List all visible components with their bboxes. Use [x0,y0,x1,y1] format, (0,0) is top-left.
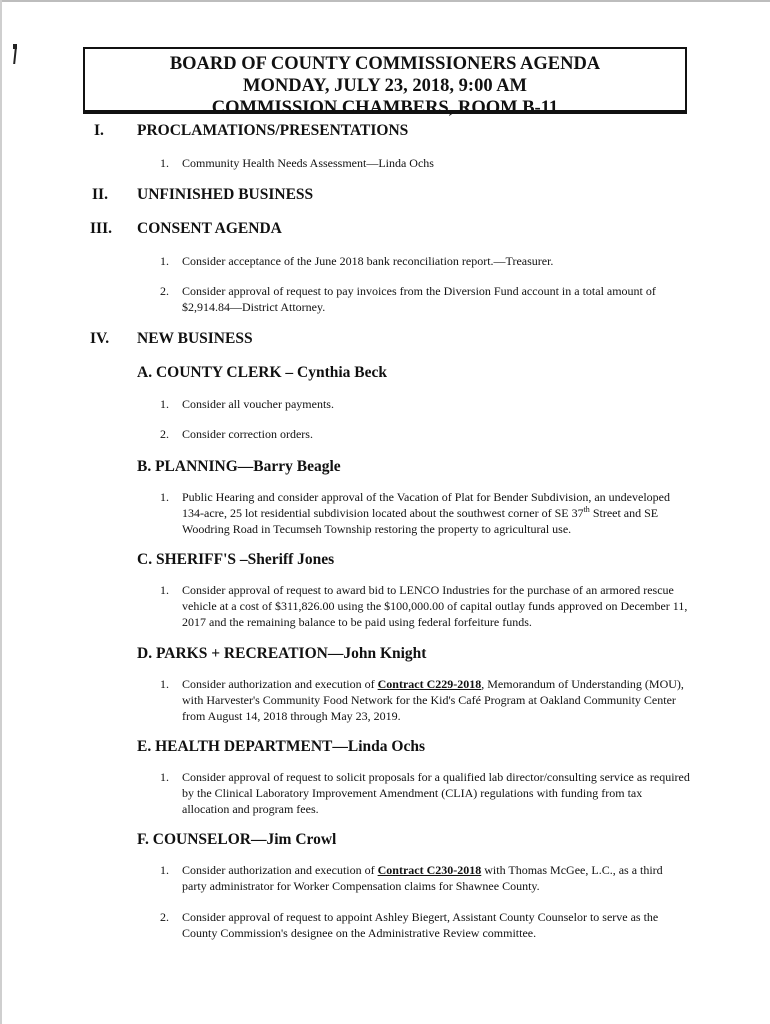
header-location: COMMISSION CHAMBERS, ROOM B-11 [211,98,559,118]
header-title: BOARD OF COUNTY COMMISSIONERS AGENDA [169,54,601,74]
item-number: 1. [160,770,169,784]
list-item [160,676,690,724]
subsection-county-clerk: A. COUNTY CLERK – Cynthia Beck [137,364,388,381]
subsection-planning: B. PLANNING—Barry Beagle [137,458,341,475]
subsection-parks-recreation: D. PARKS + RECREATION—John Knight [137,645,427,662]
section-number: IV. [90,330,110,347]
list-item [160,489,690,537]
item-number: 1. [160,254,169,268]
item-number: 2. [160,284,169,298]
header-date: MONDAY, JULY 23, 2018, 9:00 AM [242,76,528,96]
item-text: Community Health Needs Assessment—Linda Ochs [182,156,434,170]
item-text: Consider approval of request to award bid to LENCO Industries for the purchase of an armored rescue vehicle at a cost of $311,826.00 using the $100,000.00 of capital outlay funds approved on December 11, 2017 and the remaining balance to be paid using federal forfeiture funds. [182,583,688,629]
section-number: I. [94,122,104,139]
item-number: 1. [160,863,169,877]
section-title: NEW BUSINESS [137,330,253,347]
list-item [160,582,690,630]
list-item [160,253,690,269]
item-text-part: , Memorandum of Understanding (MOU), with Harvester's Community Food Network for the Kid's Café Program at Oakland Community Center from August 14, 2018 through May 23, 2019. [182,677,684,723]
item-text: Consider approval of request to pay invoices from the Diversion Fund account in a total amount of $2,914.84—District Attorney. [182,284,656,314]
item-text: Consider all voucher payments. [182,397,334,411]
list-item [160,909,690,941]
item-text: Consider approval of request to appoint Ashley Biegert, Assistant County Counselor to serve as the County Commission's designee on the Administrative Review committee. [182,910,659,940]
item-number: 1. [160,490,169,504]
item-number: 1. [160,397,169,411]
list-item [160,862,690,894]
scan-mark-icon [13,44,17,64]
subsection-sheriff: C. SHERIFF'S –Sheriff Jones [137,551,335,568]
scan-left-edge [0,0,2,1024]
list-item [160,283,690,315]
list-item [160,155,690,171]
section-title: CONSENT AGENDA [137,220,282,237]
item-number: 1. [160,583,169,597]
list-item [160,426,690,442]
contract-reference: Contract C229-2018 [377,677,482,691]
item-number: 1. [160,156,169,170]
scan-top-edge [0,0,770,2]
item-text [182,676,690,724]
subsection-health-department: E. HEALTH DEPARTMENT—Linda Ochs [137,738,425,755]
section-number: III. [90,220,112,237]
subsection-counselor: F. COUNSELOR—Jim Crowl [137,831,337,848]
list-item [160,769,690,817]
list-item [160,396,690,412]
item-text-part: Consider authorization and execution of [182,863,378,877]
section-title: PROCLAMATIONS/PRESENTATIONS [137,122,409,139]
contract-reference: Contract C230-2018 [377,863,482,877]
item-text: Consider correction orders. [182,427,313,441]
item-number: 2. [160,427,169,441]
item-text-part: with Thomas McGee, L.C., as a third party administrator for Worker Compensation claims for Shawnee County. [182,863,663,893]
item-text [182,489,690,537]
agenda-header [83,47,687,118]
item-number: 1. [160,677,169,691]
section-number: II. [92,186,108,203]
ordinal-suffix: th [583,505,590,514]
item-number: 2. [160,910,169,924]
item-text-part: Public Hearing and consider approval of the Vacation of Plat for Bender Subdivision, an undeveloped 134-acre, 25 lot residential subdivision located about the southwest corner of SE 37 [182,490,670,520]
item-text: Consider approval of request to solicit proposals for a qualified lab director/consulting service as required by the Clinical Laboratory Improvement Amendment (CLIA) regulations with funding from tax allocation and program fees. [182,770,690,816]
item-text: Consider acceptance of the June 2018 bank reconciliation report.—Treasurer. [182,254,554,268]
item-text-part: Street and SE Woodring Road in Tecumseh Township restoring the property to agricultural use. [182,506,659,536]
item-text-part: Consider authorization and execution of [182,677,378,691]
section-title: UNFINISHED BUSINESS [137,186,314,203]
item-text [182,862,690,894]
